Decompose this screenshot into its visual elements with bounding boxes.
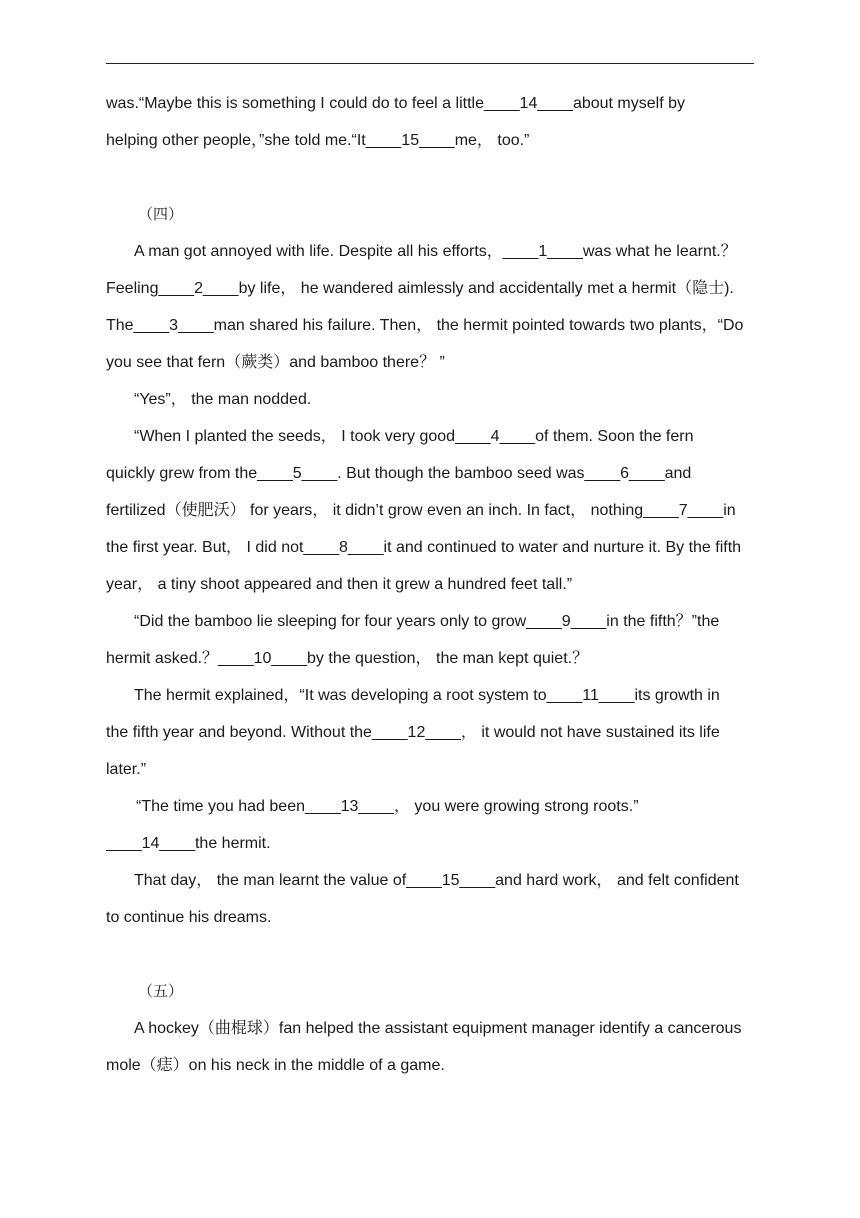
paragraph-line: ____14____the hermit. — [106, 835, 271, 852]
paragraph-line: year， a tiny shoot appeared and then it grew a hundred feet tall.” — [106, 576, 573, 593]
paragraph-line: to continue his dreams. — [106, 909, 272, 926]
header-rule — [106, 63, 754, 64]
spacer — [106, 936, 756, 973]
paragraph-line: hermit asked.？____10____by the question， the man kept quiet.？ — [106, 650, 589, 667]
text-line: was.“Maybe this is something I could do to feel a little____14____about myself by — [106, 95, 685, 112]
paragraph-line: A man got annoyed with life. Despite all his efforts，____1____was what he learnt.？ — [134, 243, 737, 260]
spacer — [106, 159, 756, 196]
paragraph-line: “The time you had been____13____， you were growing strong roots.” — [136, 798, 639, 815]
paragraph-line: the fifth year and beyond. Without the____12____， it would not have sustained its life — [106, 724, 720, 741]
paragraph-line: mole（痣）on his neck in the middle of a game. — [106, 1057, 445, 1074]
paragraph-line: The____3____man shared his failure. Then， the hermit pointed towards two plants，“Do — [106, 317, 744, 334]
paragraph-line: fertilized（使肥沃） for years， it didn’t grow even an inch. In fact， nothing____7____in — [106, 502, 736, 519]
paragraph-line: Feeling____2____by life， he wandered aimlessly and accidentally met a hermit（隐士). — [106, 280, 734, 297]
paragraph-line: you see that fern（蕨类）and bamboo there？ ” — [106, 354, 445, 371]
paragraph-line: “When I planted the seeds， I took very good____4____of them. Soon the fern — [134, 428, 694, 445]
paragraph-line: “Yes”， the man nodded. — [134, 391, 312, 408]
paragraph-line: “Did the bamboo lie sleeping for four years only to grow____9____in the fifth？”the — [134, 613, 720, 630]
section-heading-four: （四） — [138, 205, 184, 223]
paragraph-line: That day， the man learnt the value of____15____and hard work， and felt confident — [134, 872, 739, 889]
paragraph-line: quickly grew from the____5____. But though the bamboo seed was____6____and — [106, 465, 692, 482]
section-heading-five: （五） — [138, 982, 184, 1000]
document-body — [106, 85, 756, 1084]
text-line: helping other people，”she told me.“It____15____me， too.” — [106, 132, 530, 149]
paragraph-line: the first year. But， I did not____8____it and continued to water and nurture it. By the fifth — [106, 539, 742, 556]
paragraph-line: A hockey（曲棍球）fan helped the assistant equipment manager identify a cancerous — [134, 1020, 742, 1037]
paragraph-line: later.” — [106, 761, 147, 778]
paragraph-line: The hermit explained，“It was developing a root system to____11____its growth in — [134, 687, 720, 704]
